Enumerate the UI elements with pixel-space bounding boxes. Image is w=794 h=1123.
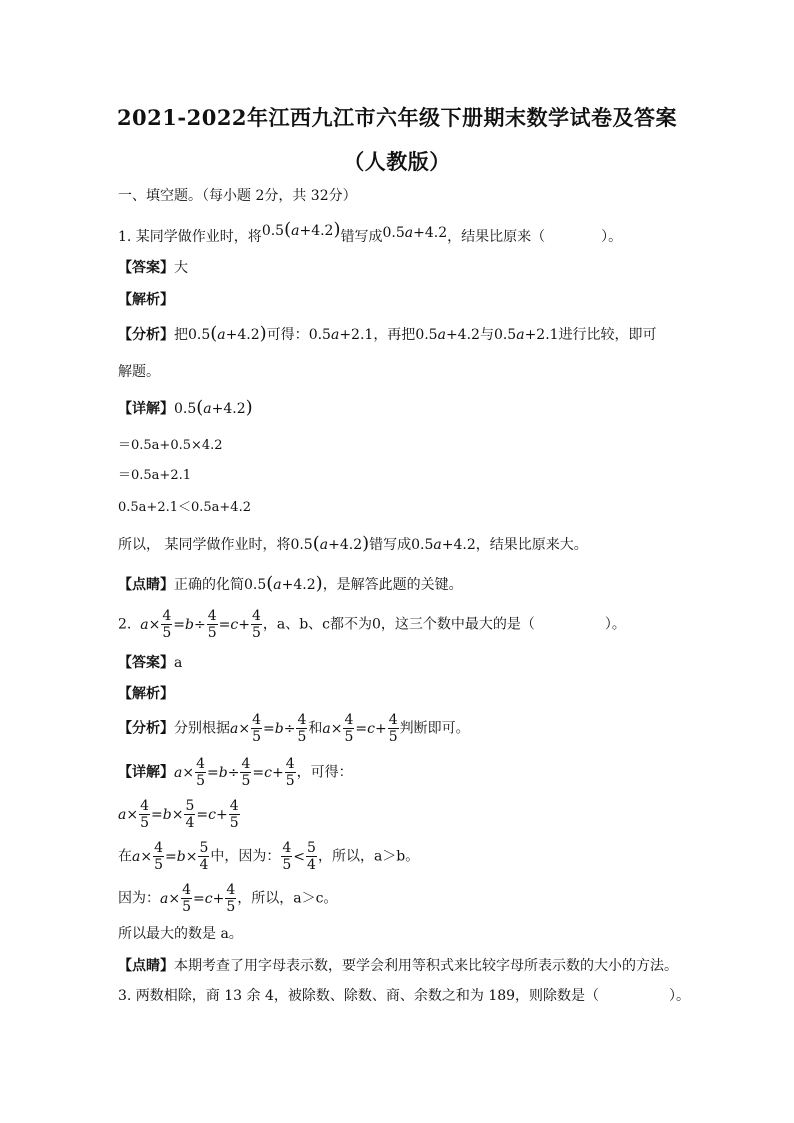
q2-answer: 【答案】a: [118, 655, 183, 671]
q1-answer: 【答案】大: [118, 260, 188, 276]
q1-step-2: ＝0.5a+2.1: [118, 468, 191, 483]
q1-mid: 错写成: [340, 229, 383, 245]
q1-expr-a: 0.5(a+4.2): [261, 219, 341, 240]
q1-jiexi: 【解析】: [118, 292, 174, 308]
q1-fenxi: 【分析】把0.5(a+4.2)可得：0.5a+2.1，再把0.5a+4.2与0.5a+2.1进行比较，即可: [118, 323, 657, 344]
question-1: [118, 219, 623, 247]
q1-fenxi-cont: 解题。: [118, 364, 160, 380]
q2-compare-ac: 因为：a× $\frac{4}{5}$ =c+ $\frac{4}{5}$ ，所以，a＞c。: [118, 882, 338, 915]
q2-compare-ab: 在a× $\frac{4}{5}$ =b× $\frac{5}{4}$ 中，因为： $\frac{4}{5}$ < $\frac{5}{4}$ ，所以，a＞b。: [118, 840, 420, 873]
question-3: 3. 两数相除，商 13 余 4，被除数、除数、商、余数之和为 189，则除数是（ ）。: [118, 988, 691, 1004]
answer-label: 【答案】: [118, 260, 174, 276]
q1-step-3: 0.5a+2.1＜0.5a+4.2: [118, 500, 251, 515]
q2-jiexi: 【解析】: [118, 686, 174, 702]
q2-derived: a× $\frac{4}{5}$ =b× $\frac{5}{4}$ =c+ $\frac{4}{5}$: [118, 798, 239, 831]
q1-suffix: ，结果比原来（ ）。: [447, 229, 623, 245]
q2-dianjing: 【点睛】本期考查了用字母表示数，要学会利用等积式来比较字母所表示数的大小的方法。: [118, 958, 678, 974]
q1-xiangjie: 【详解】0.5(a+4.2): [118, 397, 253, 418]
q1-step-1: ＝0.5a+0.5×4.2: [118, 438, 223, 453]
document-title: 2021-2022年江西九江市六年级下册期末数学试卷及答案: [116, 105, 678, 130]
q2-xiangjie: 【详解】a× $\frac{4}{5}$ =b÷ $\frac{4}{5}$ =c+ $\frac{4}{5}$ ，可得：: [118, 756, 353, 789]
q2-equation: a× $\frac{4}{5}$ =b÷ $\frac{4}{5}$ =c+ $\frac{4}{5}$: [140, 608, 261, 641]
q2-fenxi: 【分析】分别根据a× $\frac{4}{5}$ =b÷ $\frac{4}{5}$ 和a× $\frac{4}{5}$ =c+ $\frac{4}{5}$ 判断即可。: [118, 712, 470, 745]
q2-conclusion: 所以最大的数是 a。: [118, 926, 243, 942]
q1-conclusion: 所以， 某同学做作业时，将0.5(a+4.2)错写成0.5a+4.2，结果比原来大。: [118, 533, 588, 554]
document-subtitle: （人教版）: [343, 149, 451, 174]
q1-prefix: 1. 某同学做作业时，将: [118, 229, 262, 245]
question-2: 2. a× $\frac{4}{5}$ =b÷ $\frac{4}{5}$ =c+ $\frac{4}{5}$ ，a、b、c都不为0，这三个数中最大的是（ ）。: [118, 608, 626, 641]
section-heading: 一、填空题。（每小题 2分，共 32分）: [118, 188, 357, 204]
q1-expr-b: 0.5a+4.2: [382, 225, 448, 241]
q1-dianjing: 【点睛】正确的化简0.5(a+4.2)，是解答此题的关键。: [118, 573, 463, 594]
